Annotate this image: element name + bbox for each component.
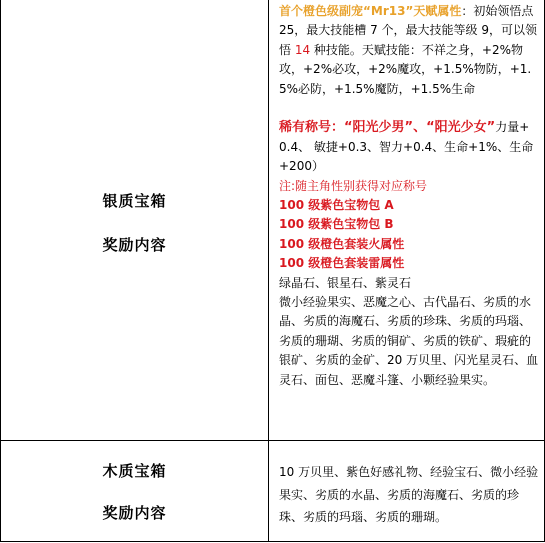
wood-chest-content-cell [269,441,544,541]
spacer [279,99,540,118]
pet-talent-paragraph [279,2,540,99]
pet-talent-desc: ：初始领悟点 25，最大技能槽 7 个，最大技能等级 9，可以领悟 [279,4,537,57]
silver-chest-sublabel: 奖励内容 [102,236,167,254]
silver-chest-row [1,0,544,441]
silver-chest-label-cell [1,0,269,440]
silver-chest-content-cell [269,0,544,440]
pet-talent-title: 首个橙色级副宠“Mr13”天赋属性 [279,4,462,18]
pet-talent-tail: 种技能。天赋技能：不祥之身，+2%物攻，+2%必攻，+2%魔攻，+1.5%物防，+1.5%必防，+1.5%魔防，+1.5%生命 [279,42,532,96]
wood-chest-row [1,441,544,541]
stones-list: 绿晶石、银星石、紫灵石 [279,275,412,290]
pet-skill-count: 14 [294,42,311,57]
wood-chest-content: 10 万贝里、紫色好感礼物、经验宝石、微小经验果实、劣质的水晶、劣质的海魔石、劣质的珍珠、劣质的玛瑙、劣质的珊瑚。 [279,465,539,524]
reward-item: 100 级橙色套装雷属性 [279,256,405,271]
wood-chest-label: 木质宝箱 [102,462,167,480]
reward-item: 100 级紫色宝物包 B [279,217,394,232]
reward-item: 100 级橙色套装火属性 [279,236,405,251]
silver-chest-content [279,2,540,390]
rare-title-stats: 力量+0.4、 敏捷+0.3、智力+0.4、生命+1%、生命+200） [279,120,534,174]
materials-list: 微小经验果实、恶魔之心、古代晶石、劣质的水晶、劣质的海魔石、劣质的珍珠、劣质的玛瑙、劣质的珊瑚、劣质的铜矿、劣质的铁矿、瑕疵的银矿、劣质的金矿、20 万贝里、闪光星灵石、血灵石、面包、恶魔斗篷、小颗经验果实。 [279,295,539,387]
reward-item: 100 级紫色宝物包 A [279,198,394,213]
silver-chest-label: 银质宝箱 [102,192,167,210]
rare-title-paragraph [279,118,540,176]
wood-chest-sublabel: 奖励内容 [102,504,167,522]
rare-title-heading: 稀有称号：“阳光少男”、“阳光少女” [279,120,496,136]
wood-chest-label-cell [1,441,269,541]
title-note: 注:随主角性别获得对应称号 [279,178,428,193]
